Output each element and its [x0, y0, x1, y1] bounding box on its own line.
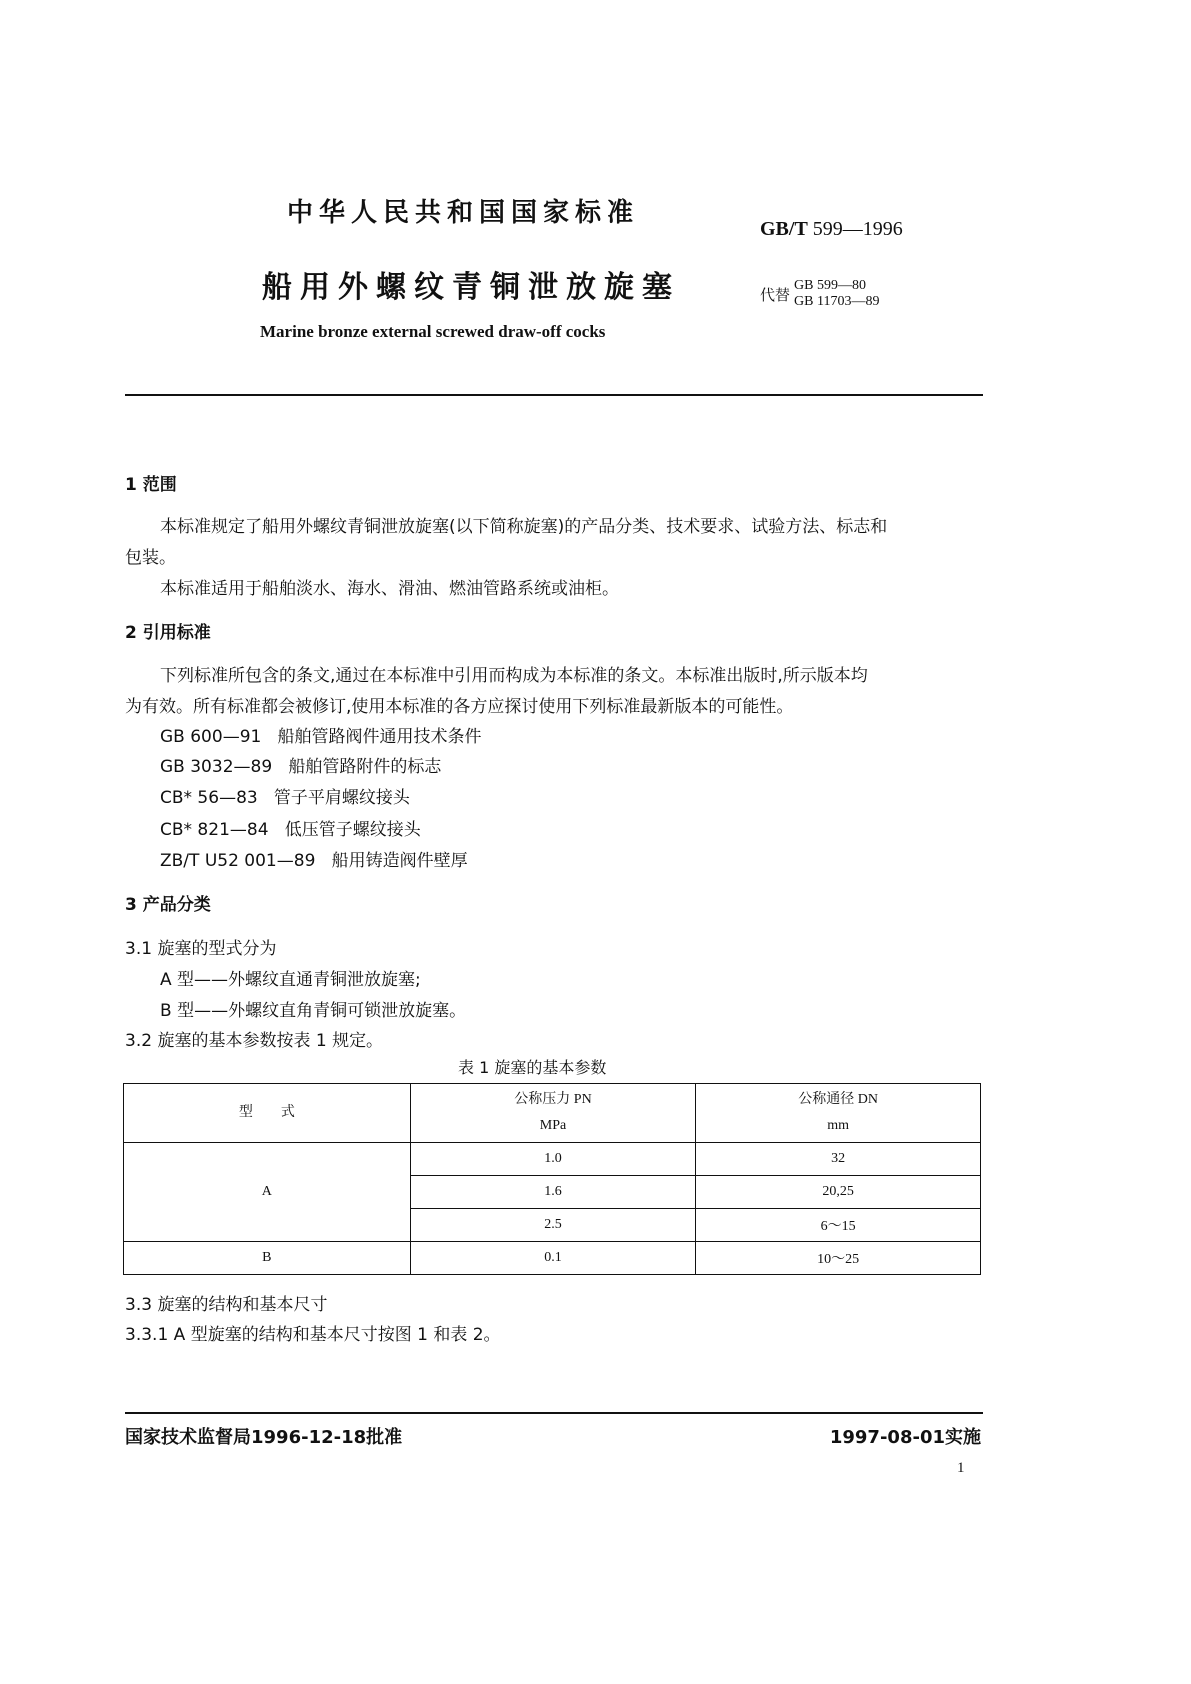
pn-cell: 1.6	[410, 1176, 696, 1209]
clause: 3.3 旋塞的结构和基本尺寸	[125, 1295, 328, 1315]
paragraph: 为有效。所有标准都会被修订,使用本标准的各方应探讨使用下列标准最新版本的可能性。	[125, 697, 794, 717]
dn-label: 公称通径 DN	[798, 1092, 879, 1107]
section-heading: 3 产品分类	[125, 895, 211, 915]
table-header-row	[124, 1084, 981, 1143]
page-number: 1	[957, 1460, 965, 1476]
pn-cell: 2.5	[410, 1209, 696, 1242]
paragraph: 包装。	[125, 548, 176, 568]
replaces-label: 代替	[760, 287, 791, 304]
type-cell: B	[124, 1242, 411, 1275]
pn-unit: MPa	[539, 1118, 567, 1133]
clause-item: A 型——外螺纹直通青铜泄放旋塞;	[160, 970, 421, 990]
replaced-standard: GB 11703—89	[794, 294, 880, 309]
pn-cell: 1.0	[410, 1143, 696, 1176]
footer-divider	[125, 1412, 983, 1414]
reference-item	[160, 722, 482, 747]
ref-code: ZB/T U52 001—89	[160, 851, 316, 871]
type-cell: A	[124, 1143, 411, 1242]
code-prefix: GB/T	[760, 218, 808, 240]
pn-cell: 0.1	[410, 1242, 696, 1275]
replaced-standard: GB 599—80	[794, 278, 866, 293]
dn-cell: 10～25	[696, 1242, 981, 1275]
standard-code	[760, 218, 903, 241]
pn-label: 公称压力 PN	[514, 1092, 592, 1107]
section-heading: 2 引用标准	[125, 623, 211, 643]
header-type: 型 式	[124, 1084, 411, 1143]
table-caption: 表 1 旋塞的基本参数	[458, 1058, 607, 1077]
clause: 3.3.1 A 型旋塞的结构和基本尺寸按图 1 和表 2。	[125, 1325, 501, 1345]
reference-item	[160, 783, 410, 808]
reference-item	[160, 815, 421, 840]
section-heading: 1 范围	[125, 475, 177, 495]
standard-title-cn: 船用外螺纹青铜泄放旋塞	[262, 270, 680, 305]
table-row	[124, 1143, 981, 1176]
dn-cell: 6～15	[696, 1209, 981, 1242]
ref-title: 管子平肩螺纹接头	[273, 788, 410, 808]
dn-cell: 32	[696, 1143, 981, 1176]
paragraph: 本标准规定了船用外螺纹青铜泄放旋塞(以下简称旋塞)的产品分类、技术要求、试验方法、标志和	[160, 517, 888, 537]
header-dn	[696, 1084, 981, 1143]
ref-code: GB 600—91	[160, 727, 262, 747]
ref-title: 低压管子螺纹接头	[284, 820, 421, 840]
ref-code: GB 3032—89	[160, 757, 273, 777]
approval-date: 国家技术监督局1996-12-18批准	[125, 1427, 403, 1448]
header-divider	[125, 394, 983, 396]
reference-item	[160, 846, 468, 871]
ref-title: 船舶管路附件的标志	[288, 757, 442, 777]
parameters-table	[123, 1083, 981, 1275]
ref-title: 船舶管路阀件通用技术条件	[277, 727, 482, 747]
paragraph: 本标准适用于船舶淡水、海水、滑油、燃油管路系统或油柜。	[160, 579, 619, 599]
reference-item	[160, 752, 441, 777]
national-standard-title: 中华人民共和国国家标准	[287, 198, 640, 228]
dn-unit: mm	[827, 1118, 850, 1133]
header-pn	[410, 1084, 696, 1143]
clause: 3.1 旋塞的型式分为	[125, 939, 277, 959]
ref-code: CB* 56—83	[160, 788, 258, 808]
dn-cell: 20,25	[696, 1176, 981, 1209]
clause-item: B 型——外螺纹直角青铜可锁泄放旋塞。	[160, 1001, 467, 1021]
table-row	[124, 1242, 981, 1275]
clause: 3.2 旋塞的基本参数按表 1 规定。	[125, 1031, 384, 1051]
ref-code: CB* 821—84	[160, 820, 269, 840]
code-number: 599—1996	[812, 218, 903, 240]
replaces-block	[760, 278, 879, 310]
ref-title: 船用铸造阀件壁厚	[331, 851, 468, 871]
standard-title-en: Marine bronze external screwed draw-off cocks	[260, 322, 606, 341]
paragraph: 下列标准所包含的条文,通过在本标准中引用而构成为本标准的条文。本标准出版时,所示版本均	[160, 666, 868, 686]
effective-date: 1997-08-01实施	[829, 1427, 981, 1448]
